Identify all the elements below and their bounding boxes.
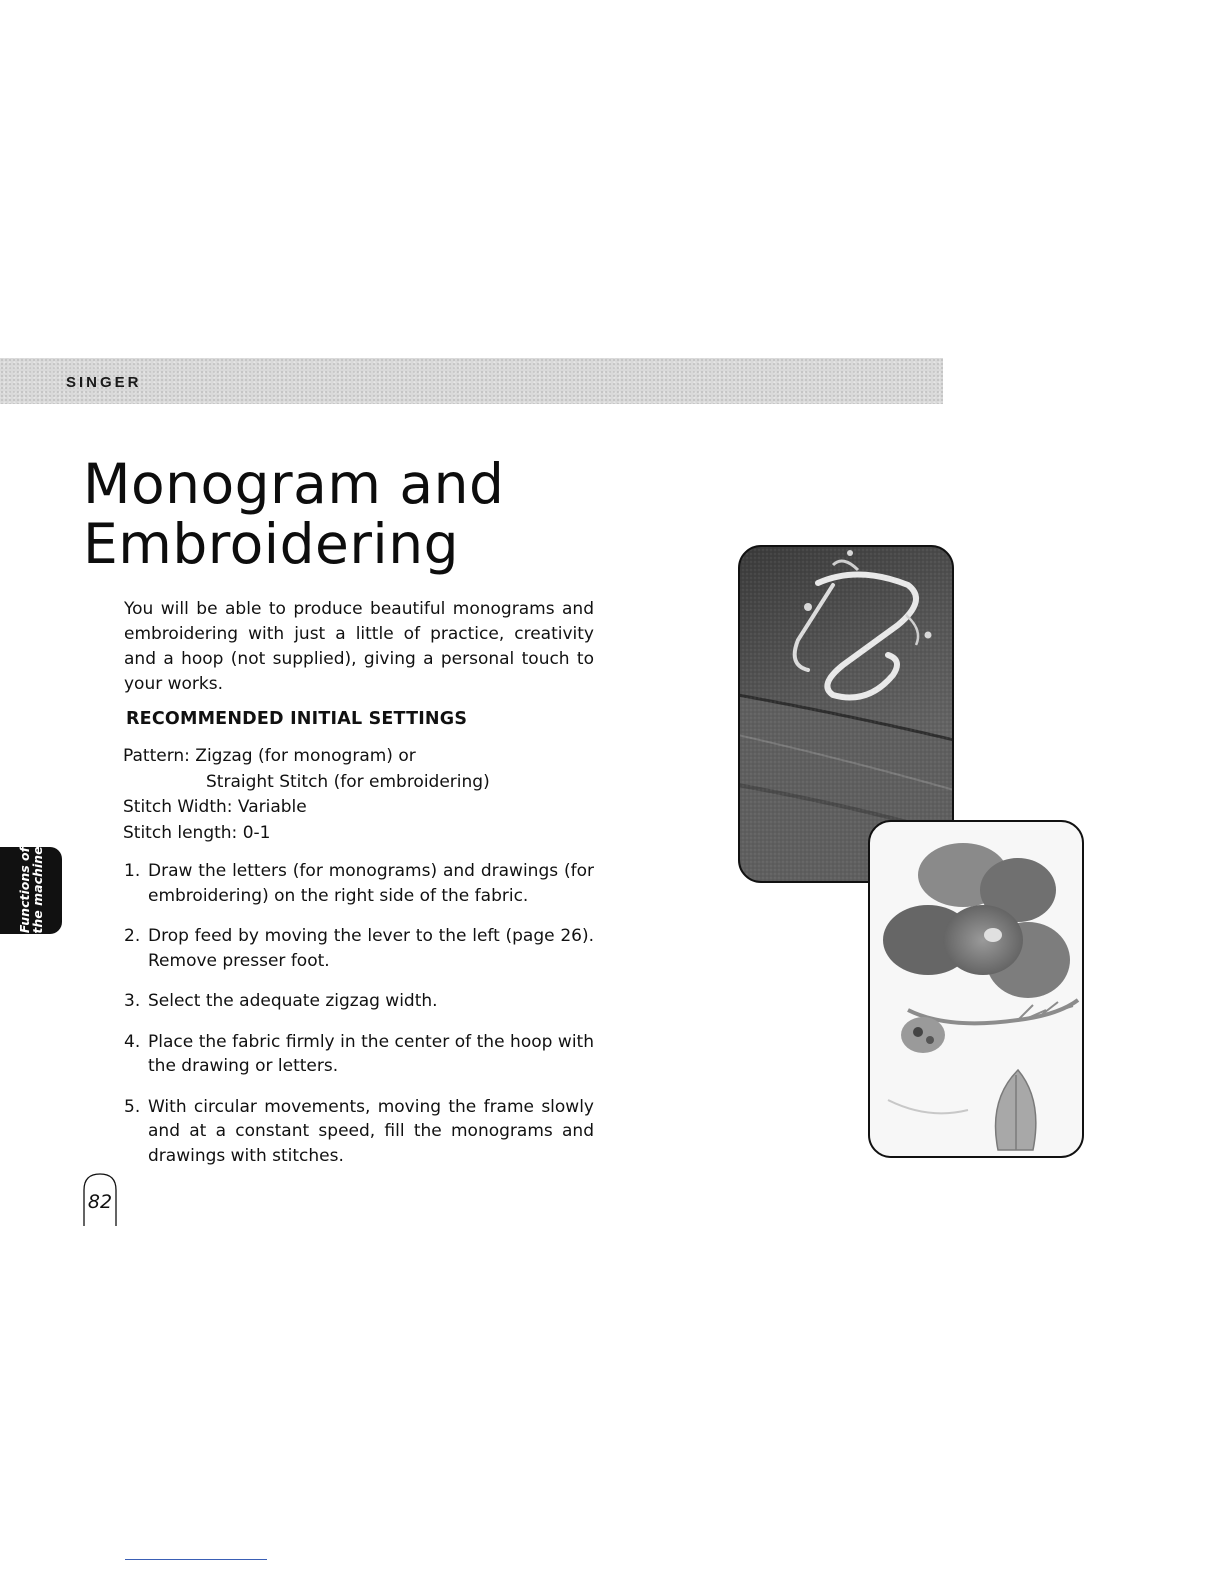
step-item (124, 859, 594, 908)
setting-pattern: Pattern: Zigzag (for monogram) or (123, 746, 416, 766)
setting-pattern-alt: Straight Stitch (for embroidering) (206, 771, 490, 792)
step-text: With circular movements, moving the frame slowly and at a constant speed, fill the monograms and drawings with stitches. (148, 1096, 594, 1166)
pansy-embroidery-photo (868, 820, 1084, 1158)
page-title (83, 454, 504, 574)
step-number: 3. (124, 991, 141, 1011)
brand-logo: SINGER (66, 374, 142, 391)
setting-stitch-length: Stitch length: 0-1 (123, 822, 271, 843)
chapter-side-tab (0, 847, 62, 934)
step-number: 4. (124, 1031, 141, 1052)
chapter-side-tab-line2: the machine (30, 846, 45, 934)
step-number: 1. (124, 861, 141, 881)
step-text: Draw the letters (for monograms) and drawings (for embroidering) on the right side of the fabric. (148, 861, 594, 906)
step-number: 5. (124, 1096, 141, 1117)
step-item (124, 924, 594, 973)
step-text: Drop feed by moving the lever to the left (page 26). Remove presser foot. (148, 926, 594, 971)
settings-heading: RECOMMENDED INITIAL SETTINGS (126, 709, 468, 729)
step-number: 2. (124, 926, 141, 946)
step-item (124, 989, 594, 1014)
chapter-side-tab-line1: Functions of (17, 846, 32, 934)
settings-list (123, 744, 490, 846)
chapter-side-tab-label (18, 846, 44, 933)
setting-stitch-width: Stitch Width: Variable (123, 797, 307, 817)
footer-rule (125, 1559, 267, 1560)
page-title-line2: Embroidering (83, 512, 459, 576)
page-title-line1: Monogram and (83, 452, 505, 516)
page-number-box (83, 1172, 117, 1226)
step-item (124, 1095, 594, 1169)
step-item (124, 1030, 594, 1079)
page-number: 82 (87, 1191, 113, 1213)
intro-paragraph: You will be able to produce beautiful monograms and embroidering with just a little of practice, creativity and a hoop (not supplied), giving a personal touch to your works. (124, 599, 594, 694)
step-text: Select the adequate zigzag width. (148, 991, 438, 1011)
step-text: Place the fabric firmly in the center of the hoop with the drawing or letters. (148, 1031, 594, 1076)
steps-list (124, 859, 594, 1184)
